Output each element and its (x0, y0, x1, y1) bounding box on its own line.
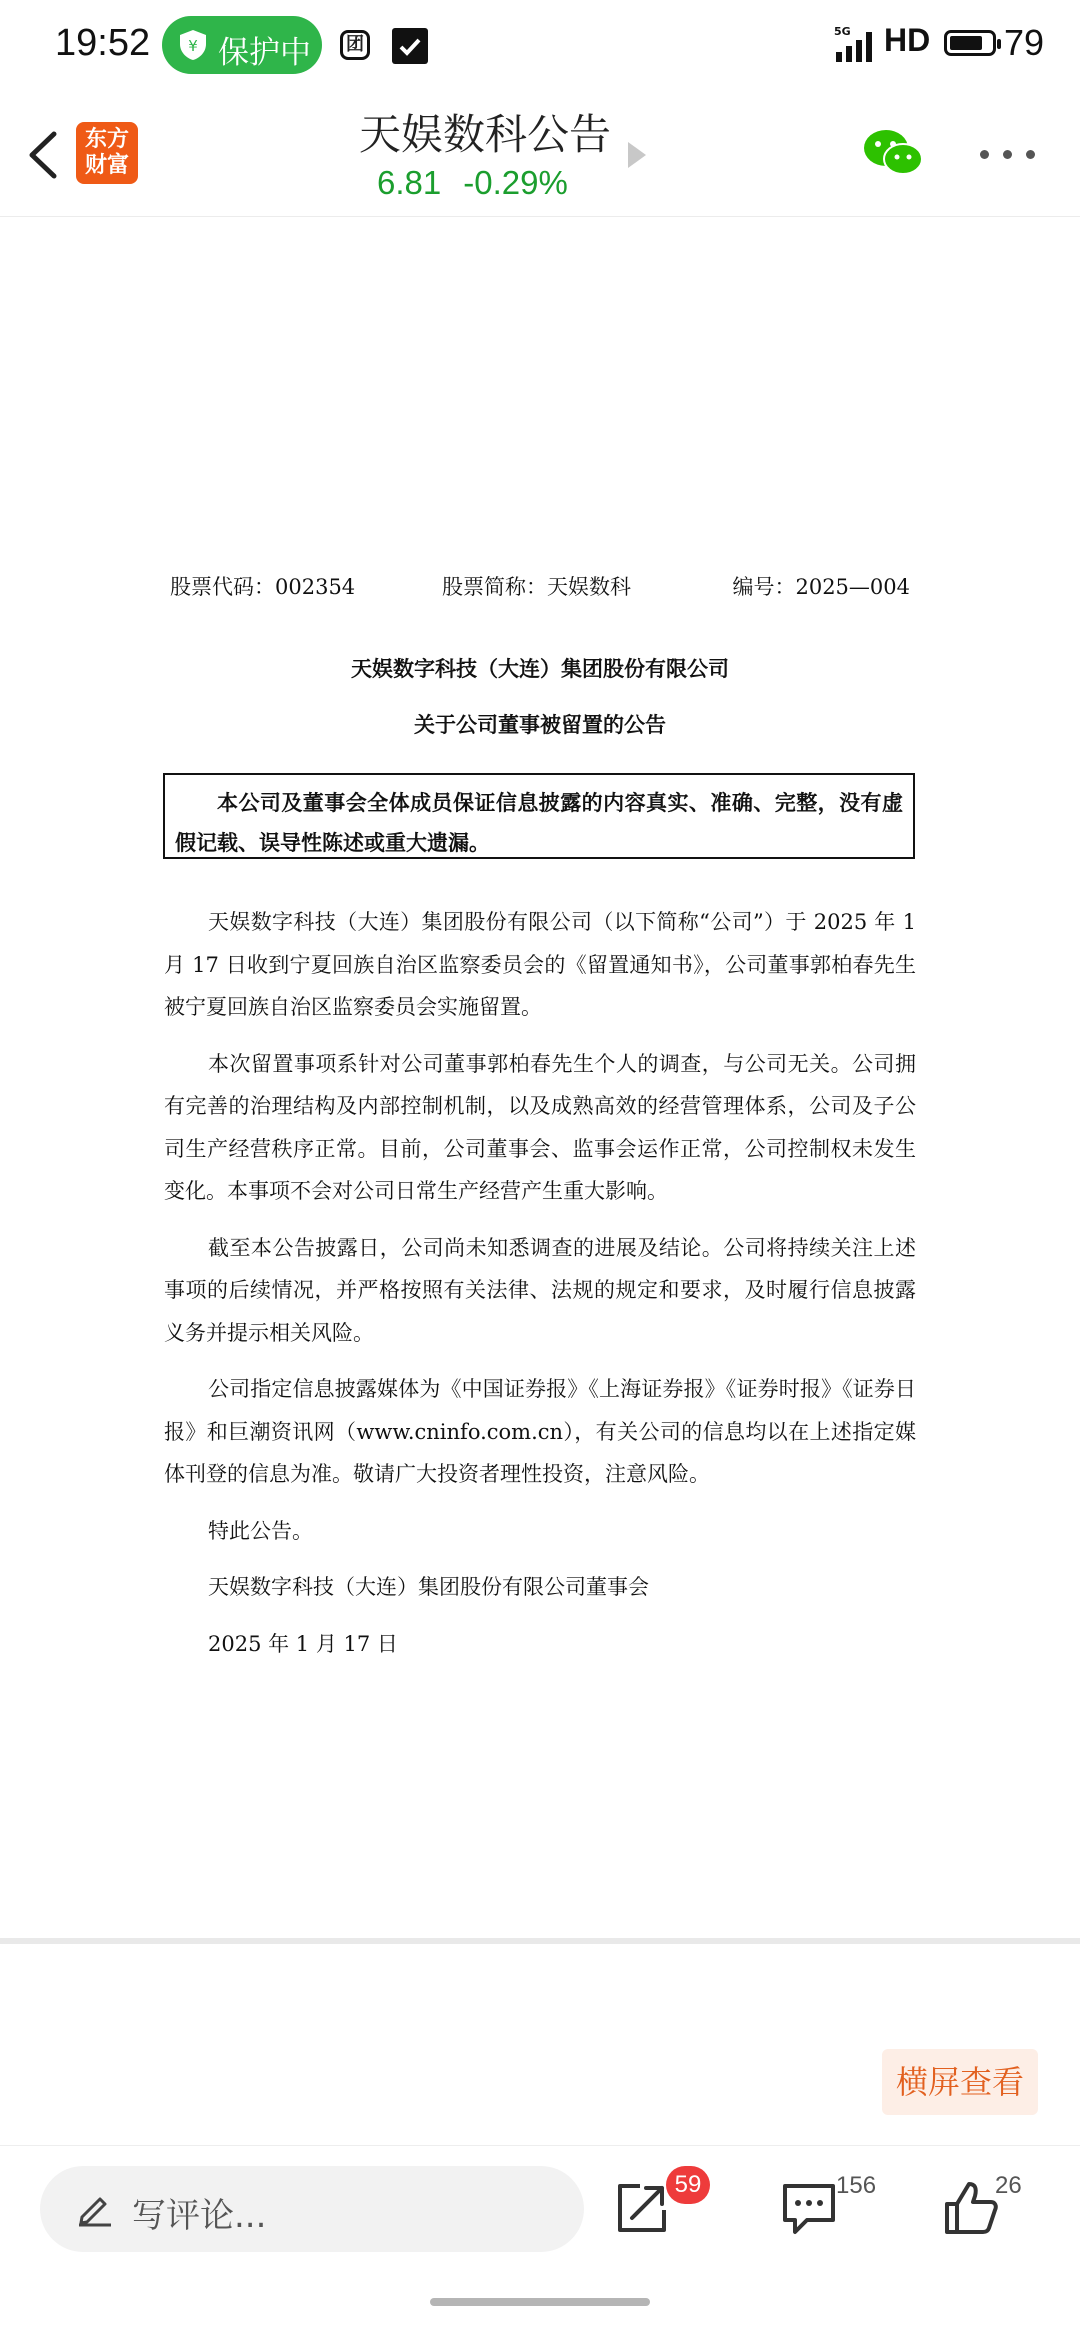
thumbs-up-icon[interactable] (941, 2178, 1001, 2238)
battery-icon (944, 30, 996, 56)
quote-arrow-icon[interactable] (628, 142, 646, 168)
stock-price: 6.81 (377, 164, 442, 201)
document-number: 编号：2025—004 (732, 575, 910, 599)
notification-check-icon (392, 28, 428, 64)
announcement-date: 2025 年 1 月 17 日 (208, 1631, 398, 1656)
stock-name: 天娱数科公告 (358, 110, 611, 159)
signal-icon (834, 24, 878, 64)
paragraph: 公司指定信息披露媒体为《中国证券报》《上海证券报》《证券时报》《证券日报》和巨潮资讯网（www.cninfo.com.cn），有关公司的信息均以在上述指定媒体刊登的信息为准。敬请广大投资者理性投资，注意风险。 (164, 1377, 916, 1486)
stock-quote[interactable] (377, 164, 568, 202)
announcement-body (164, 901, 916, 1679)
protect-label: 保护中 (218, 35, 311, 71)
home-indicator[interactable] (430, 2298, 650, 2306)
svg-text:¥: ¥ (188, 37, 198, 55)
landscape-view-button[interactable]: 横屏查看 (882, 2049, 1038, 2115)
paragraph: 特此公告。 (208, 1518, 313, 1543)
comment-placeholder: 写评论... (132, 2196, 267, 2236)
paragraph: 天娱数字科技（大连）集团股份有限公司（以下简称“公司”）于 2025 年 1 月 17 日收到宁夏回族自治区监察委员会的《留置通知书》，公司董事郭柏春先生被宁夏回族自治区监察委员会实施留置。 (164, 910, 916, 1019)
announcement-document (0, 217, 1080, 1937)
battery-percent: 79 (1004, 22, 1045, 63)
section-divider (0, 1938, 1080, 1944)
bottom-action-bar (0, 2145, 1080, 2276)
hd-label: HD (884, 22, 931, 58)
tuan-app-icon: 团 (340, 30, 370, 60)
signature: 天娱数字科技（大连）集团股份有限公司董事会 (208, 1575, 649, 1599)
statement-box: 本公司及董事会全体成员保证信息披露的内容真实、准确、完整，没有虚假记载、误导性陈述或重大遗漏。 (163, 773, 915, 859)
stock-short-name: 股票简称：天娱数科 (442, 575, 631, 599)
announcement-title: 关于公司董事被留置的公告 (414, 712, 666, 737)
pen-icon (76, 2191, 114, 2227)
stock-change: -0.29% (463, 164, 568, 201)
status-time: 19:52 (55, 22, 151, 64)
network-type-label: 5G (834, 25, 851, 38)
more-options-icon[interactable] (980, 150, 1036, 160)
eastmoney-logo: 东方 财富 (76, 122, 138, 184)
top-nav-bar (0, 92, 1080, 217)
stock-code: 股票代码：002354 (170, 575, 356, 599)
protect-badge[interactable] (162, 16, 322, 74)
share-icon[interactable] (612, 2178, 672, 2238)
paragraph: 本次留置事项系针对公司董事郭柏春先生个人的调查，与公司无关。公司拥有完善的治理结构及内部控制机制，以及成熟高效的经营管理体系，公司及子公司生产经营秩序正常。目前，公司董事会、监事会运作正常，公司控制权未发生变化。本事项不会对公司日常生产经营产生重大影响。 (164, 1051, 916, 1203)
like-count: 26 (995, 2172, 1022, 2199)
shield-icon (178, 29, 208, 61)
status-bar (0, 0, 1080, 92)
share-count-badge: 59 (666, 2166, 710, 2204)
paragraph: 截至本公告披露日，公司尚未知悉调查的进展及结论。公司将持续关注上述事项的后续情况，并严格按照有关法律、法规的规定和要求，及时履行信息披露义务并提示相关风险。 (164, 1235, 916, 1345)
company-name: 天娱数字科技（大连）集团股份有限公司 (351, 656, 729, 681)
comment-count: 156 (836, 2172, 877, 2199)
wechat-share-icon[interactable] (862, 126, 924, 180)
comment-input[interactable] (40, 2166, 584, 2252)
comment-icon[interactable] (779, 2178, 839, 2238)
